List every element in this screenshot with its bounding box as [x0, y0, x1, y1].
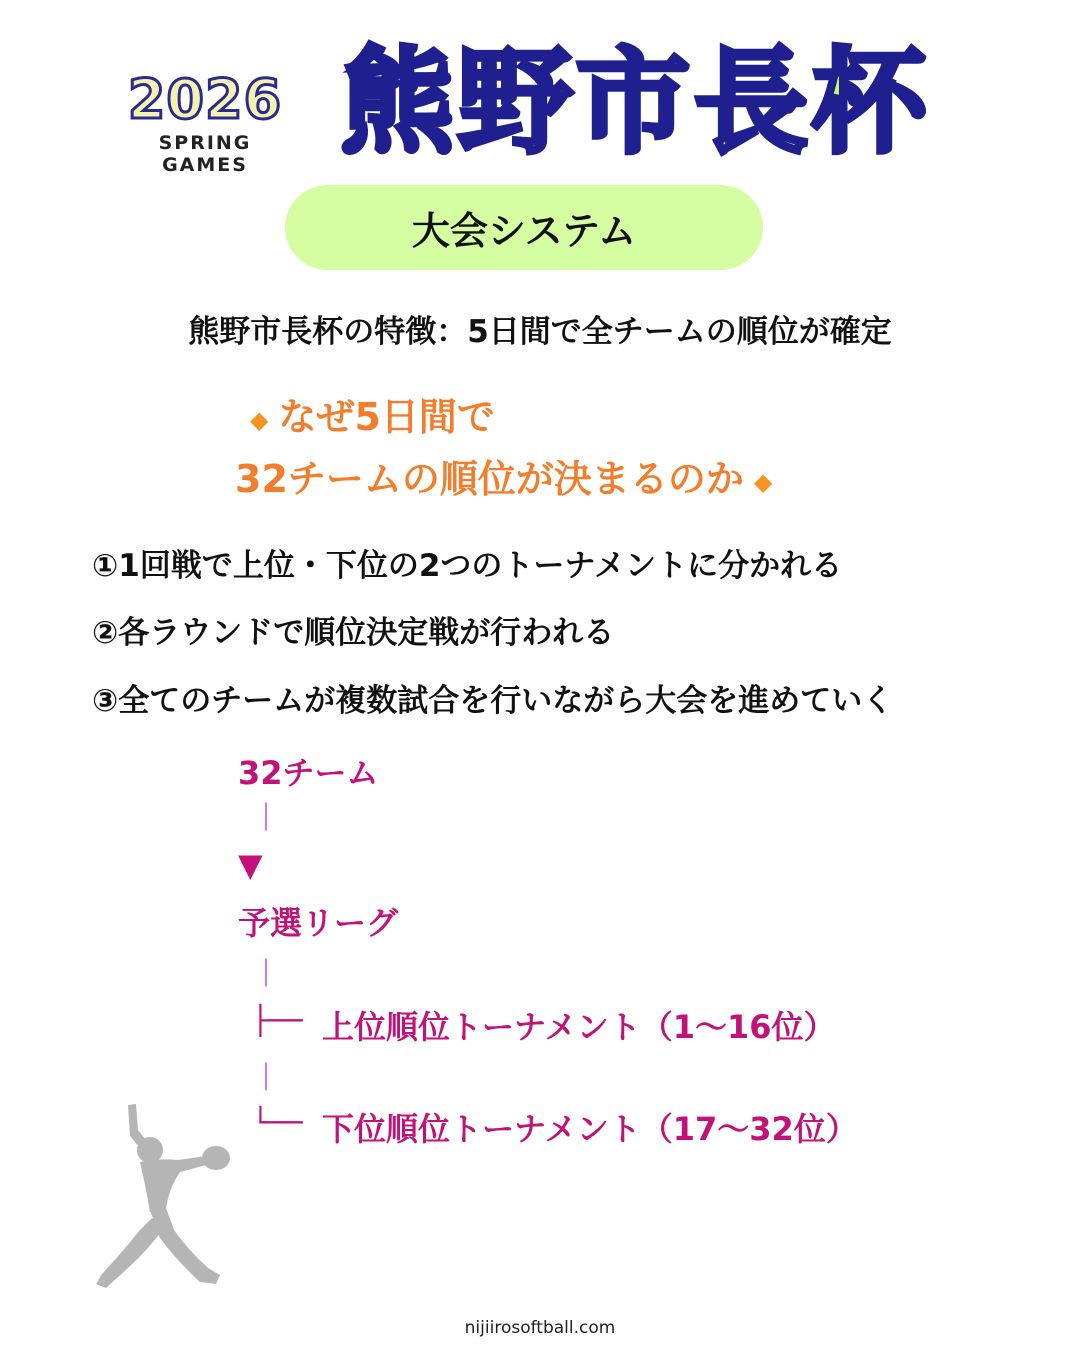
flow-vline: ｜	[252, 801, 281, 834]
flow-lower-tournament: 下位順位トーナメント（17〜32位）	[322, 1110, 858, 1148]
year-label: 2026	[127, 68, 283, 131]
flow-league: 予選リーグ	[238, 904, 399, 942]
point-2: ②各ラウンドで順位決定戦が行われる	[92, 615, 615, 651]
question-line-1	[240, 386, 495, 441]
question-text-2: 32チームの順位が決まるのか	[235, 457, 744, 501]
question-text-1: なぜ5日間で	[278, 395, 495, 439]
flow-branch-mid: ├──	[252, 1004, 303, 1037]
question-line-2	[235, 448, 782, 503]
flow-vline: ｜	[252, 957, 281, 990]
point-1: ①1回戦で上位・下位の2つのトーナメントに分かれる	[92, 548, 843, 584]
pitcher-silhouette-icon	[88, 1100, 258, 1300]
section-label: 大会システム	[411, 209, 637, 253]
down-arrow-icon: ▼	[238, 846, 263, 884]
flow-upper-tournament: 上位順位トーナメント（1〜16位）	[322, 1008, 836, 1046]
flow-branch-end: └──	[252, 1106, 303, 1139]
point-3: ③全てのチームが複数試合を行いながら大会を進めていく	[92, 683, 894, 719]
diamond-icon: ◆	[250, 405, 269, 434]
flow-vline: ｜	[252, 1061, 281, 1094]
section-pill	[285, 185, 763, 270]
diamond-icon: ◆	[753, 467, 773, 496]
subtitle: SPRING GAMES	[158, 132, 252, 176]
feature-text: 熊野市長杯の特徴：5日間で全チームの順位が確定	[188, 314, 892, 350]
flow-start: 32チーム	[238, 754, 379, 792]
footer-url: nijiirosoftball.com	[464, 1318, 616, 1338]
main-title: 熊野市長杯	[340, 36, 931, 169]
